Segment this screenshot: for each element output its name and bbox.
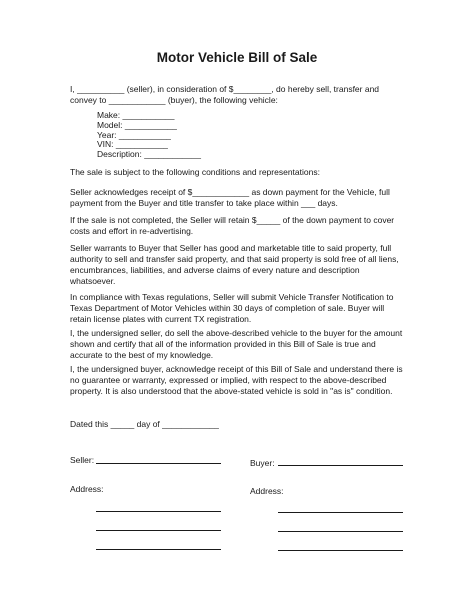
model-field: Model: ___________: [97, 119, 177, 130]
buyer-address-line-2: [278, 531, 403, 532]
warranty-line: Seller warrants to Buyer that Seller has good and marketable title to said property, full: [70, 243, 392, 253]
make-field: Make: ___________: [97, 110, 175, 120]
seller-address-line-3: [96, 549, 221, 550]
down-payment-paragraph: [70, 187, 415, 209]
buyer-acknowledge-line: no guarantee or warranty, expressed or implied, with respect to the above-described: [70, 375, 387, 385]
texas-line: retain license plates with current TX registration.: [70, 314, 252, 324]
not-completed-line: If the sale is not completed, the Seller will retain $_____ of the down payment to cover: [70, 215, 395, 225]
buyer-acknowledge-paragraph: [70, 364, 415, 397]
buyer-acknowledge-line: property. It is also understood that the above-stated vehicle is sold in "as is" condition.: [70, 386, 393, 396]
warranty-line: authority to sell and transfer said property, and that said property is sold free of all liens,: [70, 254, 399, 264]
intro-line: I, __________ (seller), in consideration of $________, do hereby sell, transfer and: [70, 84, 380, 94]
conditions-intro-line: The sale is subject to the following conditions and representations:: [70, 167, 320, 177]
down-payment-line: Seller acknowledges receipt of $____________ as down payment for the Vehicle, full: [70, 187, 390, 197]
seller-signature-line: [96, 463, 221, 464]
not-completed-line: costs and effort in re-advertising.: [70, 226, 194, 236]
vehicle-fields: [97, 111, 201, 160]
description-field: Description: ____________: [97, 149, 201, 160]
seller-address-line-1: [96, 511, 221, 512]
texas-line: Texas Department of Motor Vehicles within 30 days of completion of sale. Buyer will: [70, 303, 385, 313]
seller-certify-paragraph: [70, 328, 415, 361]
texas-line: In compliance with Texas regulations, Seller will submit Vehicle Transfer Notification to: [70, 292, 394, 302]
buyer-signature-line: [278, 465, 403, 466]
year-field: Year: ___________: [97, 129, 171, 140]
warranty-line: encumbrances, liabilities, and adverse claims of every nature and description: [70, 265, 360, 275]
seller-address-label: Address:: [70, 484, 104, 494]
intro-paragraph: [70, 84, 415, 106]
conditions-intro: [70, 167, 415, 178]
seller-address-line-2: [96, 530, 221, 531]
intro-line: convey to ____________ (buyer), the following vehicle:: [70, 95, 278, 105]
seller-certify-line: shown and certify that all of the information provided in this Bill of Sale is true and: [70, 339, 376, 349]
seller-label: Seller:: [70, 455, 95, 465]
document-title: Motor Vehicle Bill of Sale: [156, 50, 318, 65]
buyer-label: Buyer:: [250, 458, 275, 468]
seller-certify-line: accurate to the best of my knowledge.: [70, 350, 214, 360]
warranty-line: whatsoever.: [70, 276, 116, 286]
texas-paragraph: [70, 292, 415, 325]
seller-certify-line: I, the undersigned seller, do sell the above-described vehicle to the buyer for the amount: [70, 328, 403, 338]
down-payment-line: payment from the Buyer and title transfer to take place within ___ days.: [70, 198, 338, 208]
buyer-acknowledge-line: I, the undersigned buyer, acknowledge receipt of this Bill of Sale and understand there is: [70, 364, 403, 374]
not-completed-paragraph: [70, 215, 415, 237]
warranty-paragraph: [70, 243, 415, 287]
buyer-address-line-3: [278, 550, 403, 551]
buyer-address-line-1: [278, 512, 403, 513]
buyer-address-label: Address:: [250, 486, 284, 496]
vin-field: VIN: ___________: [97, 139, 168, 150]
dated-line: Dated this _____ day of ____________: [70, 419, 219, 429]
